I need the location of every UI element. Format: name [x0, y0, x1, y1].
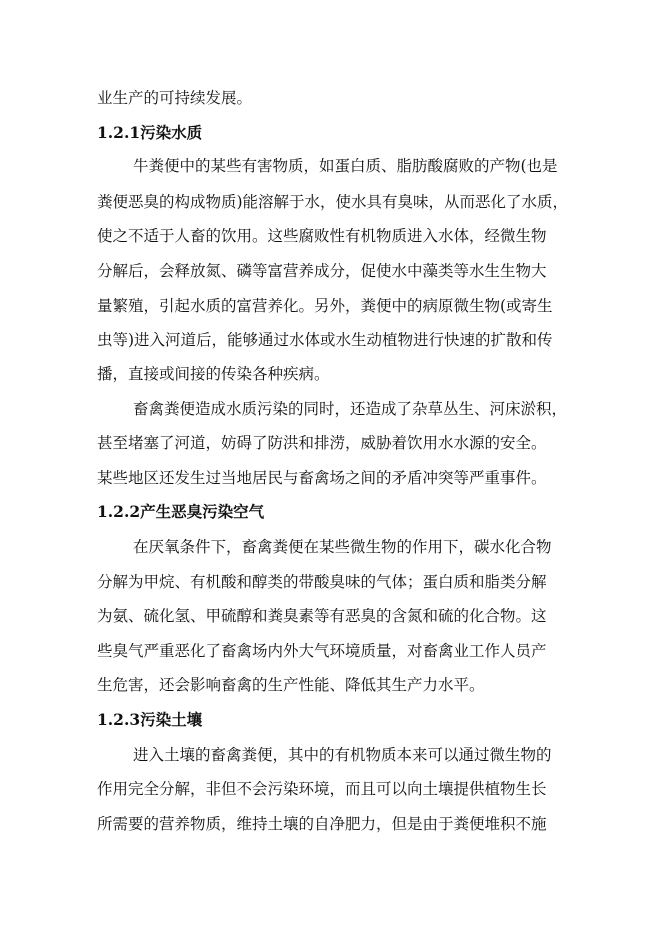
text-line: 分解为甲烷、有机酸和醇类的带酸臭味的气体；蛋白质和脂类分解 [97, 573, 547, 591]
text-line: 生危害，还会影响畜禽的生产性能、降低其生产力水平。 [97, 676, 485, 694]
text-line: 分解后，会释放氮、磷等富营养成分，促使水中藻类等水生生物大 [97, 262, 547, 280]
text-line: 量繁殖，引起水质的富营养化。另外，粪便中的病原微生物(或寄生 [97, 297, 553, 315]
text-line: 些臭气严重恶化了畜禽场内外大气环境质量，对畜禽业工作人员产 [97, 642, 547, 660]
section-heading-soil: 1.2.3污染土壤 [97, 710, 203, 729]
text-line: 某些地区还发生过当地居民与畜禽场之间的矛盾冲突等严重事件。 [97, 469, 547, 487]
section-heading-air: 1.2.2产生恶臭污染空气 [97, 502, 265, 521]
text-line: 牛粪便中的某些有害物质，如蛋白质、脂肪酸腐败的产物(也是 [133, 157, 558, 175]
text-line: 作用完全分解，非但不会污染环境，而且可以向土壤提供植物生长 [97, 780, 547, 798]
text-line: 虫等)进入河道后，能够通过水体或水生动植物进行快速的扩散和传 [97, 331, 553, 349]
text-line: 甚至堵塞了河道，妨碍了防洪和排涝，威胁着饮用水水源的安全。 [97, 434, 547, 452]
text-line: 播，直接或间接的传染各种疾病。 [97, 365, 330, 383]
text-line: 使之不适于人畜的饮用。这些腐败性有机物质进入水体，经微生物 [97, 227, 547, 245]
text-line: 在厌氧条件下，畜禽粪便在某些微生物的作用下，碳水化合物 [133, 538, 552, 556]
text-line: 畜禽粪便造成水质污染的同时，还造成了杂草丛生、河床淤积， [133, 400, 568, 418]
text-line: 粪便恶臭的构成物质)能溶解于水，使水具有臭味，从而恶化了水质， [97, 193, 569, 211]
text-line: 业生产的可持续发展。 [97, 89, 253, 107]
text-line: 进入土壤的畜禽粪便，其中的有机物质本来可以通过微生物的 [133, 746, 552, 764]
text-line: 所需要的营养物质，维持土壤的自净肥力，但是由于粪便堆积不施 [97, 815, 547, 833]
text-line: 为氨、硫化氢、甲硫醇和粪臭素等有恶臭的含氮和硫的化合物。这 [97, 607, 547, 625]
section-heading-water: 1.2.1污染水质 [97, 123, 203, 142]
